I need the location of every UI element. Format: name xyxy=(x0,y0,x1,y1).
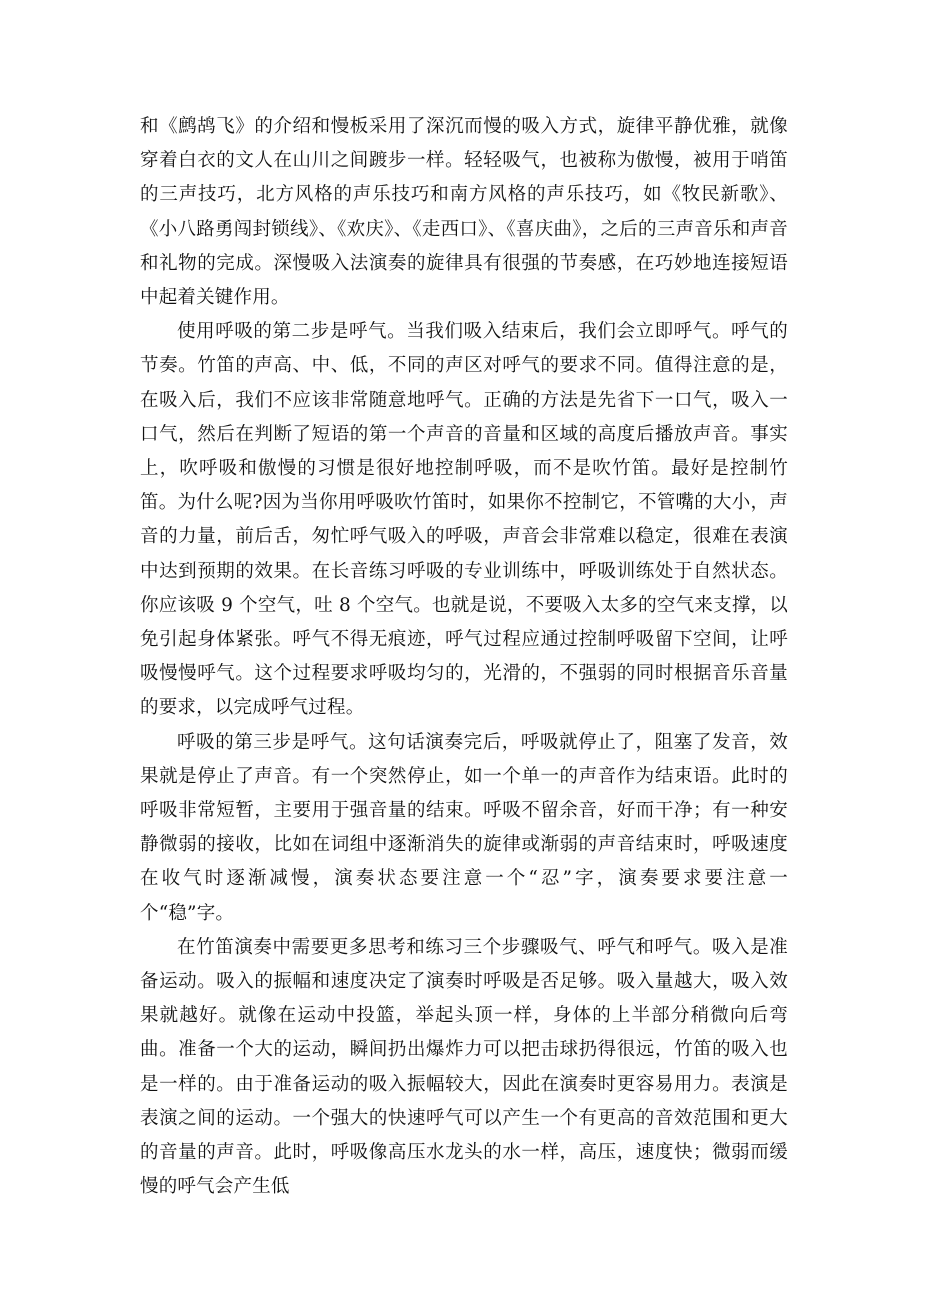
paragraph-third-step: 呼吸的第三步是呼气。这句话演奏完后，呼吸就停止了，阻塞了发音，效果就是停止了声音。有一个突然停止，如一个单一的声音作为结束语。此时的呼吸非常短暂，主要用于强音量的结束。呼吸不留余音，好而干净；有一种安静微弱的接收，比如在词组中逐渐消失的旋律或渐弱的声音结束时，呼吸速度在收气时逐渐减慢，演奏状态要注意一个“忍”字，演奏要求要注意一个“稳”字。 xyxy=(140,731,788,924)
paragraph-continuation: 和《鹧鸪飞》的介绍和慢板采用了深沉而慢的吸入方式，旋律平静优雅，就像穿着白衣的文人在山川之间踱步一样。轻轻吸气，也被称为傲慢，被用于哨笛的三声技巧，北方风格的声乐技巧和南方风格的声乐技巧，如《牧民新歌》、《小八路勇闯封锁线》、《欢庆》、《走西口》、《喜庆曲》，之后的三声音乐和声音和礼物的完成。深慢吸入法演奏的旋律具有很强的节奏感，在巧妙地连接短语中起着关键作用。 xyxy=(140,116,788,309)
document-page xyxy=(140,110,788,1205)
paragraph-second-step: 使用呼吸的第二步是呼气。当我们吸入结束后，我们会立即呼气。呼气的节奏。竹笛的声高、中、低，不同的声区对呼气的要求不同。值得注意的是，在吸入后，我们不应该非常随意地呼气。正确的方法是先省下一口气，吸入一口气，然后在判断了短语的第一个声音的音量和区域的高度后播放声音。事实上，吹呼吸和傲慢的习惯是很好地控制呼吸，而不是吹竹笛。最好是控制竹笛。为什么呢?因为当你用呼吸吹竹笛时，如果你不控制它，不管嘴的大小，声音的力量，前后舌，匆忙呼气吸入的呼吸，声音会非常难以稳定，很难在表演中达到预期的效果。在长音练习呼吸的专业训练中，呼吸训练处于自然状态。你应该吸 9 个空气，吐 8 个空气。也就是说，不要吸入太多的空气来支撑，以免引起身体紧张。呼气不得无痕迹，呼气过程应通过控制呼吸留下空间，让呼吸慢慢呼气。这个过程要求呼吸均匀的，光滑的，不强弱的同时根据音乐音量的要求，以完成呼气过程。 xyxy=(140,321,788,719)
paragraph-three-steps: 在竹笛演奏中需要更多思考和练习三个步骤吸气、呼气和呼气。吸入是准备运动。吸入的振幅和速度决定了演奏时呼吸是否足够。吸入量越大，吸入效果就越好。就像在运动中投篮，举起头顶一样，身体的上半部分稍微向后弯曲。准备一个大的运动，瞬间扔出爆炸力可以把击球扔得很远，竹笛的吸入也是一样的。由于准备运动的吸入振幅较大，因此在演奏时更容易用力。表演是表演之间的运动。一个强大的快速呼气可以产生一个有更高的音效范围和更大的音量的声音。此时，呼吸像高压水龙头的水一样，高压，速度快；微弱而缓慢的呼气会产生低 xyxy=(140,936,788,1198)
